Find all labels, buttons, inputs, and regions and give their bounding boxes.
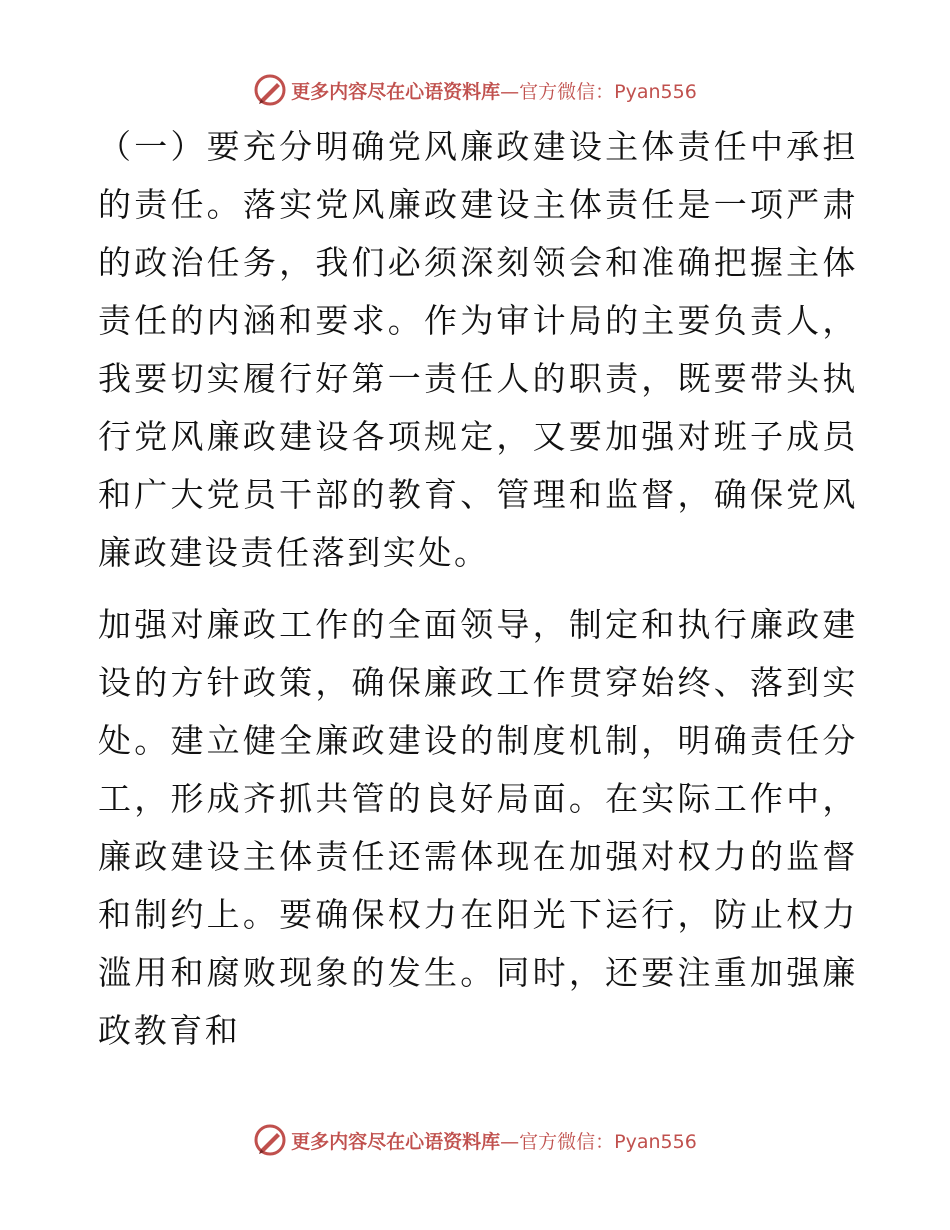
paragraph-2: 加强对廉政工作的全面领导，制定和执行廉政建设的方针政策，确保廉政工作贯穿始终、落到实处。建立健全廉政建设的制度机制，明确责任分工，形成齐抓共管的良好局面。在实际工作中，廉政建设主体责任还需体现在加强对权力的监督和制约上。要确保权力在阳光下运行，防止权力滥用和腐败现象的发生。同时，还要注重加强廉政教育和: [98, 605, 858, 1050]
watermark-wechat-text: —官方微信：Pyan556: [500, 1130, 697, 1153]
document-body: [98, 118, 858, 1060]
watermark-site-text: 更多内容尽在心语资料库: [291, 80, 501, 103]
pen-logo-icon: [253, 73, 287, 107]
watermark-site-text: 更多内容尽在心语资料库: [291, 1130, 501, 1153]
pen-logo-icon: [253, 1123, 287, 1157]
header-watermark: [0, 70, 950, 110]
paragraph-1: （一）要充分明确党风廉政建设主体责任中承担的责任。落实党风廉政建设主体责任是一项严肃的政治任务，我们必须深刻领会和准确把握主体责任的内涵和要求。作为审计局的主要负责人，我要切实履行好第一责任人的职责，既要带头执行党风廉政建设各项规定，又要加强对班子成员和广大党员干部的教育、管理和监督，确保党风廉政建设责任落到实处。: [98, 127, 858, 572]
footer-watermark: [0, 1120, 950, 1160]
watermark-wechat-text: —官方微信：Pyan556: [500, 80, 697, 103]
